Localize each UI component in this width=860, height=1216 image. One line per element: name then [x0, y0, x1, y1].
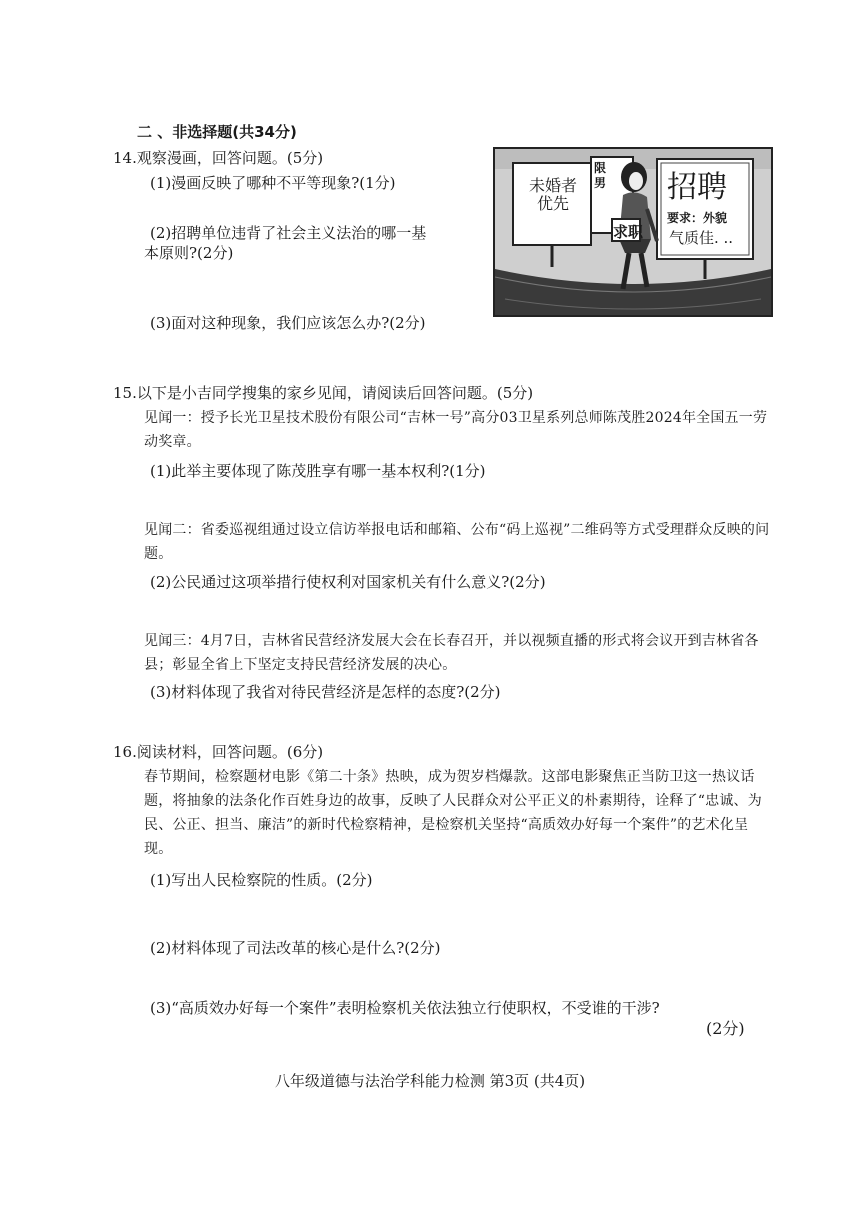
q14-sub2-line1: (2)招聘单位违背了社会主义法治的哪一基	[150, 224, 427, 242]
q15-news2: 见闻二：省委巡视组通过设立信访举报电话和邮箱、公布“码上巡视”二维码等方式受理群众反映的问题。	[144, 522, 770, 562]
recruitment-requirement-2: 气质佳. ..	[669, 229, 734, 247]
section-title: 二 、非选择题(共34分)	[137, 123, 297, 141]
q15-sub3: (3)材料体现了我省对待民营经济是怎样的态度?(2分)	[150, 683, 501, 701]
left-sign-line2: 优先	[536, 194, 569, 213]
q14-sub1: (1)漫画反映了哪种不平等现象?(1分)	[150, 174, 396, 192]
q16-sub3-score: (2分)	[706, 1019, 745, 1038]
q14-sub3: (3)面对这种现象，我们应该怎么办?(2分)	[150, 314, 426, 332]
q16-sub3: (3)“高质效办好每一个案件”表明检察机关依法独立行使职权，不受谁的干涉?	[150, 999, 660, 1017]
q15-title: 15.以下是小吉同学搜集的家乡见闻，请阅读后回答问题。(5分)	[113, 384, 534, 402]
q14-title: 14.观察漫画，回答问题。(5分)	[113, 149, 324, 167]
q16-title: 16.阅读材料，回答问题。(6分)	[113, 743, 324, 761]
page-footer: 八年级道德与法治学科能力检测 第3页 (共4页)	[274, 1072, 586, 1090]
job-discrimination-cartoon	[493, 147, 773, 317]
left-sign-line1: 未婚者	[528, 176, 577, 195]
q15-news3: 见闻三：4月7日，吉林省民营经济发展大会在长春召开，并以视频直播的形式将会议开到吉林省各县；彰显全省上下坚定支持民营经济发展的决心。	[144, 633, 759, 673]
middle-sign-line2: 男	[594, 176, 607, 190]
recruitment-requirement: 要求：外貌	[667, 211, 728, 225]
q16-sub1: (1)写出人民检察院的性质。(2分)	[150, 871, 373, 889]
q14-sub2-line2: 本原则?(2分)	[144, 244, 234, 262]
q15-sub2: (2)公民通过这项举措行使权利对国家机关有什么意义?(2分)	[150, 573, 546, 591]
recruitment-title: 招聘	[667, 170, 727, 205]
middle-sign-line1: 限	[594, 161, 607, 175]
q15-sub1: (1)此举主要体现了陈茂胜享有哪一基本权利?(1分)	[150, 462, 486, 480]
q16-material: 春节期间，检察题材电影《第二十条》热映，成为贺岁档爆款。这部电影聚焦正当防卫这一热议话题，将抽象的法条化作百姓身边的故事，反映了人民群众对公平正义的朴素期待，诠释了“忠诚、为民、公正、担当、廉洁”的新时代检察精神，是检察机关坚持“高质效办好每一个案件”的艺术化呈现。	[144, 769, 762, 857]
q16-sub2: (2)材料体现了司法改革的核心是什么?(2分)	[150, 939, 441, 957]
job-seeker-badge: 求职	[613, 223, 644, 241]
q15-news1: 见闻一：授予长光卫星技术股份有限公司“吉林一号”高分03卫星系列总师陈茂胜2024年全国五一劳动奖章。	[144, 410, 768, 450]
